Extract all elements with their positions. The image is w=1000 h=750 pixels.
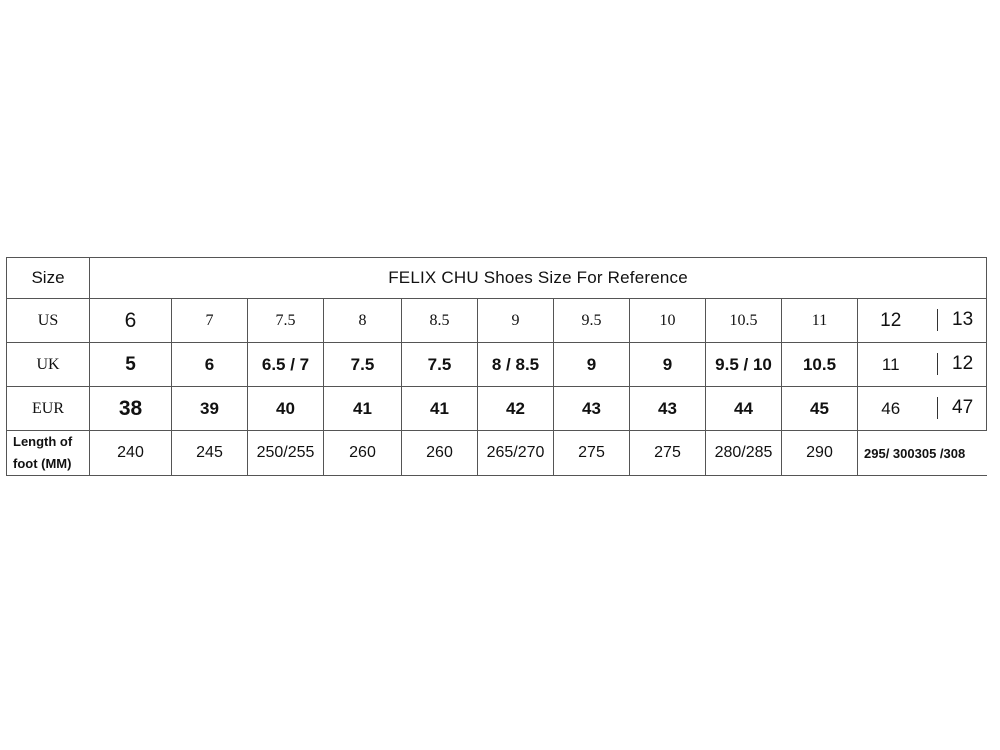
us-cell: 9.5 [554, 299, 630, 343]
length-cell: 245 [172, 431, 248, 476]
eur-cell: 45 [782, 387, 858, 431]
uk-cell: 7.5 [402, 343, 478, 387]
eur-cell: 42 [478, 387, 554, 431]
eur-cell: 44 [706, 387, 782, 431]
length-cell: 290 [782, 431, 858, 476]
uk-cell: 9.5 / 10 [706, 343, 782, 387]
us-cell: 10 [630, 299, 706, 343]
us-cell: 12 [858, 299, 924, 343]
uk-cell: 6 [172, 343, 248, 387]
uk-cell: 11 [858, 343, 924, 387]
uk-cell: 6.5 / 7 [248, 343, 324, 387]
size-label: Size [7, 258, 90, 299]
us-cell-last-value: 13 [952, 309, 974, 331]
us-cell: 6 [90, 299, 172, 343]
table-title: FELIX CHU Shoes Size For Reference [90, 258, 987, 299]
length-cell: 265/270 [478, 431, 554, 476]
eur-cell: 39 [172, 387, 248, 431]
eur-cell: 43 [554, 387, 630, 431]
eur-cell: 40 [248, 387, 324, 431]
us-cell-last [924, 299, 987, 343]
us-cell: 10.5 [706, 299, 782, 343]
shoe-size-table [6, 257, 987, 476]
length-label: Length of foot (MM) [7, 431, 90, 476]
us-cell: 8.5 [402, 299, 478, 343]
us-cell: 11 [782, 299, 858, 343]
uk-cell-last-value: 12 [952, 353, 974, 375]
eur-cell: 38 [90, 387, 172, 431]
divider-bar [937, 397, 939, 419]
divider-bar [937, 309, 939, 331]
length-tail-cell: 295/ 300305 /308 [858, 431, 987, 476]
length-cell: 260 [324, 431, 402, 476]
header-row [7, 258, 987, 299]
uk-row [7, 343, 987, 387]
eur-cell: 41 [402, 387, 478, 431]
length-cell: 250/255 [248, 431, 324, 476]
length-row [7, 431, 987, 476]
uk-cell: 9 [630, 343, 706, 387]
eur-cell: 46 [858, 387, 924, 431]
uk-cell: 8 / 8.5 [478, 343, 554, 387]
eur-row [7, 387, 987, 431]
uk-cell: 9 [554, 343, 630, 387]
us-label: US [7, 299, 90, 343]
us-row [7, 299, 987, 343]
length-cell: 275 [554, 431, 630, 476]
length-cell: 275 [630, 431, 706, 476]
divider-bar [937, 353, 939, 375]
eur-cell-last-value: 47 [952, 397, 974, 419]
uk-cell-last [924, 343, 987, 387]
us-cell: 8 [324, 299, 402, 343]
eur-cell: 41 [324, 387, 402, 431]
length-cell: 260 [402, 431, 478, 476]
eur-cell: 43 [630, 387, 706, 431]
uk-cell: 5 [90, 343, 172, 387]
us-cell: 7 [172, 299, 248, 343]
eur-label: EUR [7, 387, 90, 431]
us-cell: 7.5 [248, 299, 324, 343]
uk-label: UK [7, 343, 90, 387]
eur-cell-last [924, 387, 987, 431]
us-cell: 9 [478, 299, 554, 343]
length-cell: 280/285 [706, 431, 782, 476]
uk-cell: 10.5 [782, 343, 858, 387]
uk-cell: 7.5 [324, 343, 402, 387]
length-cell: 240 [90, 431, 172, 476]
